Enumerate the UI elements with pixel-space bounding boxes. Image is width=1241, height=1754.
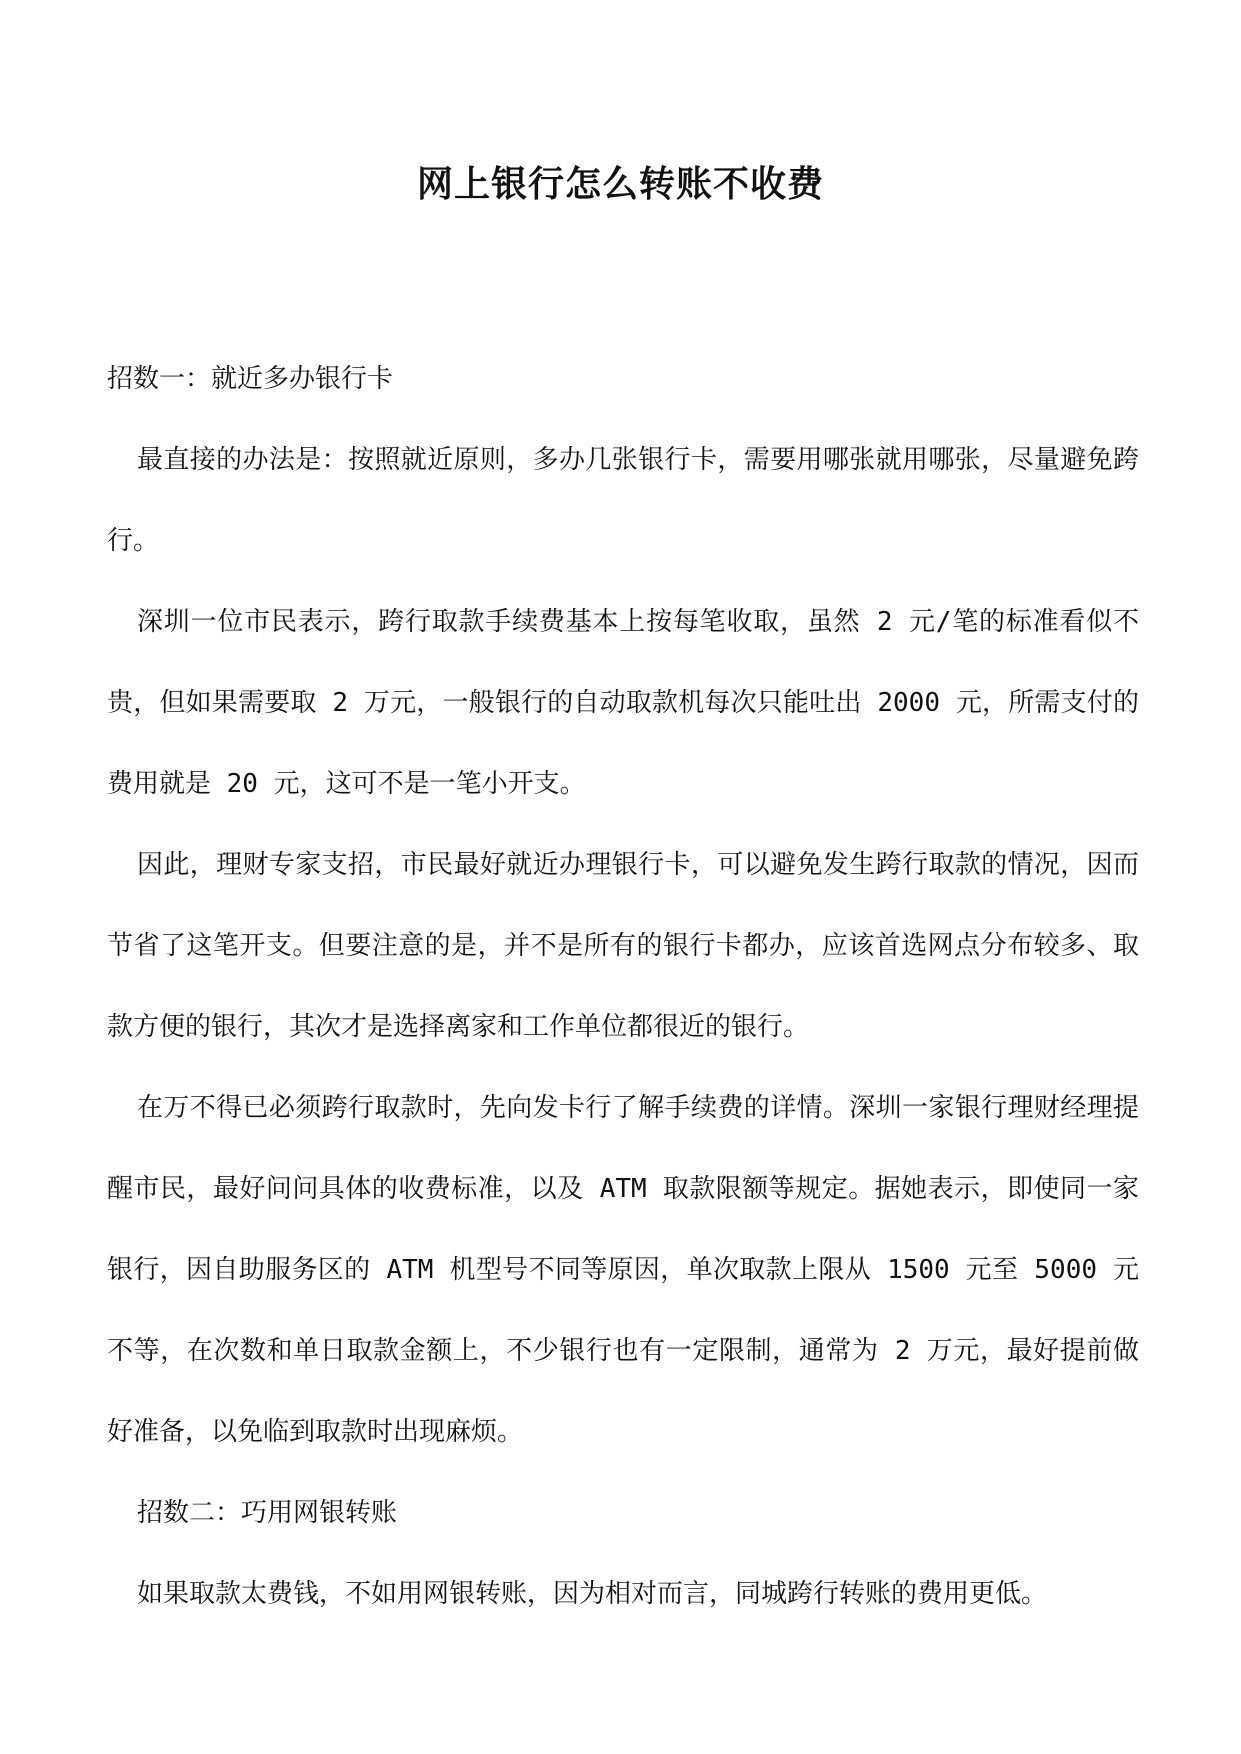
paragraph-2: 深圳一位市民表示，跨行取款手续费基本上按每笔收取，虽然 2 元/笔的标准看似不贵，但如果需要取 2 万元，一般银行的自动取款机每次只能吐出 2000 元，所需支付的费用就是 20 元，这可不是一笔小开支。	[107, 607, 1139, 799]
section-heading-2: 招数二：巧用网银转账	[137, 1498, 398, 1528]
paragraph-5: 如果取款太费钱，不如用网银转账，因为相对而言，同城跨行转账的费用更低。	[137, 1579, 1048, 1609]
document-title: 网上银行怎么转账不收费	[416, 163, 824, 205]
paragraph-3: 因此，理财专家支招，市民最好就近办理银行卡，可以避免发生跨行取款的情况，因而节省了这笔开支。但要注意的是，并不是所有的银行卡都办，应该首选网点分布较多、取款方便的银行，其次才是选择离家和工作单位都很近的银行。	[107, 850, 1139, 1042]
document-body	[107, 339, 1139, 1635]
section-heading-1: 招数一：就近多办银行卡	[107, 364, 394, 394]
paragraph-1: 最直接的办法是：按照就近原则，多办几张银行卡，需要用哪张就用哪张，尽量避免跨行。	[107, 445, 1139, 556]
paragraph-4: 在万不得已必须跨行取款时，先向发卡行了解手续费的详情。深圳一家银行理财经理提醒市民，最好问问具体的收费标准，以及 ATM 取款限额等规定。据她表示，即使同一家银行，因自助服务区的 ATM 机型号不同等原因，单次取款上限从 1500 元至 5000 元不等，在次数和单日取款金额上，不少银行也有一定限制，通常为 2 万元，最好提前做好准备，以免临到取款时出现麻烦。	[107, 1093, 1139, 1447]
